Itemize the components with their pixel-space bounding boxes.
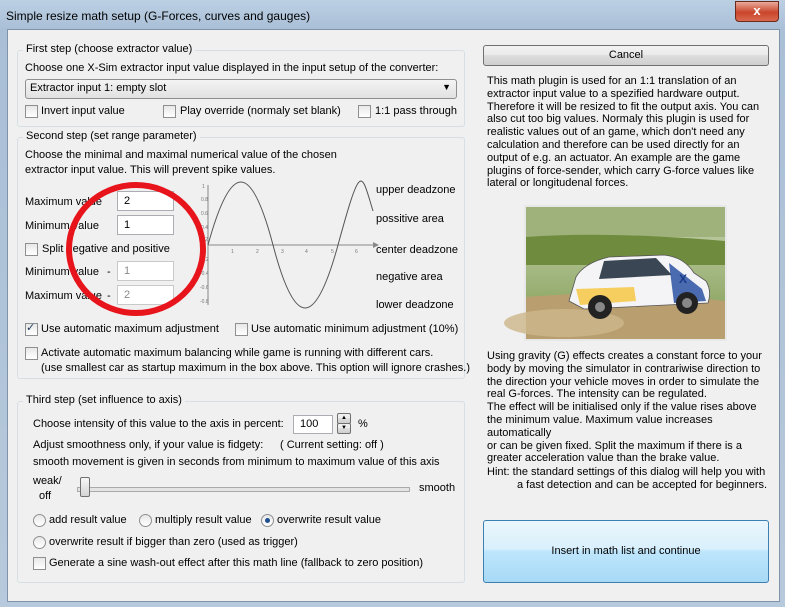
car-logo: X (679, 272, 688, 286)
radio-multiply-label: multiply result value (155, 514, 252, 526)
chevron-down-icon: ▼ (442, 82, 451, 92)
play-override-label: Play override (normaly set blank) (180, 105, 341, 117)
description-text: This math plugin is used for an 1:1 translation of an extractor input value to a spezified hardware output. Therefore it will be resized to fit the output axis. You can also cut too big values. Normaly this plugin is used for realistic values out of an game, which don't need any calculation and therefore can be used directly for an output of e.g. an actuator. An example are the game plugins of force-sender, which carry G-force values like lateral or longitudenal forces. (487, 75, 760, 190)
svg-text:0.4: 0.4 (201, 225, 208, 231)
step2-legend: Second step (set range parameter) (23, 130, 200, 142)
intensity-input[interactable]: 100 (293, 415, 333, 434)
intensity-label: Choose intensity of this value to the axis in percent: (33, 418, 284, 430)
radio-add-label: add result value (49, 514, 127, 526)
insert-continue-button[interactable]: Insert in math list and continue (483, 520, 769, 583)
pass-through-label: 1:1 pass through (375, 105, 457, 117)
smooth-label-1: Adjust smoothness only, if your value is fidgety: (33, 439, 264, 451)
split-checkbox[interactable] (25, 243, 38, 256)
radio-add[interactable] (33, 514, 46, 527)
step1-legend: First step (choose extractor value) (23, 43, 195, 55)
hint-text: Hint: the standard settings of this dialog will help you with a fast detection and can be accepted for beginners. (487, 466, 768, 491)
sine-curve-graph (201, 181, 381, 309)
spin-up-button[interactable]: ▲ (337, 413, 351, 424)
svg-text:3: 3 (281, 249, 284, 255)
dialog-client (7, 29, 780, 602)
balancing-checkbox[interactable] (25, 347, 38, 360)
neg-min-input[interactable]: 1 (117, 261, 174, 281)
step1-group (17, 43, 465, 127)
play-override-checkbox[interactable] (163, 105, 176, 118)
extractor-dropdown-value: Extractor input 1: empty slot (30, 82, 167, 94)
min-value-label: Minimum value (25, 220, 99, 232)
svg-text:0.2: 0.2 (201, 237, 208, 243)
radio-overwrite-label: overwrite result value (277, 514, 381, 526)
annotation-circle (66, 182, 206, 316)
balancing-label-1: Activate automatic maximum balancing while game is running with different cars. (41, 347, 434, 359)
max-value-input[interactable]: 2 (117, 191, 174, 211)
sine-washout-checkbox[interactable] (33, 557, 46, 570)
extractor-dropdown[interactable] (25, 79, 457, 99)
auto-max-checkbox[interactable] (25, 323, 38, 336)
svg-text:0.8: 0.8 (201, 197, 208, 203)
smooth-label-2: smooth movement is given in seconds from minimum to maximum value of this axis (33, 456, 440, 468)
pass-through-checkbox[interactable] (358, 105, 371, 118)
close-button[interactable]: x (735, 1, 779, 22)
neg-min-dash: - (107, 266, 111, 278)
radio-multiply[interactable] (139, 514, 152, 527)
step2-instruction-2: extractor input value. This will prevent spike values. (25, 164, 276, 176)
sine-washout-label: Generate a sine wash-out effect after this math line (fallback to zero position) (49, 557, 423, 569)
balancing-label-2: (use smallest car as startup maximum in the box above. This option will ignore crashes.) (41, 362, 470, 374)
window-title: Simple resize math setup (G-Forces, curves and gauges) (6, 9, 311, 23)
svg-text:-0.6: -0.6 (200, 285, 209, 291)
auto-min-checkbox[interactable] (235, 323, 248, 336)
step2-instruction-1: Choose the minimal and maximal numerical value of the chosen (25, 149, 337, 161)
zone-negative-area: negative area (376, 271, 443, 283)
radio-overwrite-positive-label: overwrite result if bigger than zero (used as trigger) (49, 536, 298, 548)
auto-max-label: Use automatic maximum adjustment (41, 323, 219, 335)
zone-positive-area: possitive area (376, 213, 444, 225)
auto-min-label: Use automatic minimum adjustment (10%) (251, 323, 459, 335)
svg-text:4: 4 (305, 249, 308, 255)
svg-text:0.6: 0.6 (201, 211, 208, 217)
svg-text:-0.4: -0.4 (200, 271, 209, 277)
zone-center-deadzone: center deadzone (376, 244, 458, 256)
svg-text:6: 6 (355, 249, 358, 255)
rally-car-image (524, 205, 727, 341)
zone-upper-deadzone: upper deadzone (376, 184, 456, 196)
invert-input-checkbox[interactable] (25, 105, 38, 118)
neg-max-label: Maximum value (25, 290, 103, 302)
smooth-setting: ( Current setting: off ) (280, 439, 384, 451)
max-value-label: Maximum value (25, 196, 103, 208)
step3-group (17, 394, 465, 583)
radio-overwrite[interactable] (261, 514, 274, 527)
split-label: Split negative and positive (42, 243, 170, 255)
zone-lower-deadzone: lower deadzone (376, 299, 454, 311)
smooth-slider-thumb[interactable] (80, 477, 90, 497)
neg-max-input[interactable]: 2 (117, 285, 174, 305)
svg-text:5: 5 (331, 249, 334, 255)
slider-right-label: smooth (419, 482, 456, 494)
spin-down-button[interactable]: ▼ (337, 423, 351, 434)
smooth-slider-track[interactable] (77, 487, 410, 492)
step3-legend: Third step (set influence to axis) (23, 394, 185, 406)
neg-max-dash: - (107, 290, 111, 302)
svg-text:-0.8: -0.8 (200, 299, 209, 305)
svg-text:-0.2: -0.2 (200, 257, 209, 263)
gforce-description: Using gravity (G) effects creates a constant force to your body by moving the simulator in contrariwise direction to the direction your vehicle moves in order to simulate the real G-forces. The intensity can be regulated. The effect will be initialised only if the value rises above the minimum value. Maximum value increases automatically or can be given fixed. Split the maximum if there is a greater acceleration value than the brake value. (487, 350, 762, 465)
svg-text:1: 1 (202, 184, 205, 190)
svg-text:1: 1 (231, 249, 234, 255)
step1-instruction: Choose one X-Sim extractor input value displayed in the input setup of the converter: (25, 62, 439, 74)
slider-left-label-2: off (39, 490, 52, 502)
cancel-button[interactable]: Cancel (483, 45, 769, 66)
neg-min-label: Minimum value (25, 266, 99, 278)
invert-input-label: Invert input value (41, 105, 125, 117)
min-value-input[interactable]: 1 (117, 215, 174, 235)
radio-overwrite-positive[interactable] (33, 536, 46, 549)
step2-group (17, 130, 470, 379)
slider-left-label: weak/ (33, 475, 62, 487)
svg-text:2: 2 (256, 249, 259, 255)
percent-sign: % (358, 418, 368, 430)
